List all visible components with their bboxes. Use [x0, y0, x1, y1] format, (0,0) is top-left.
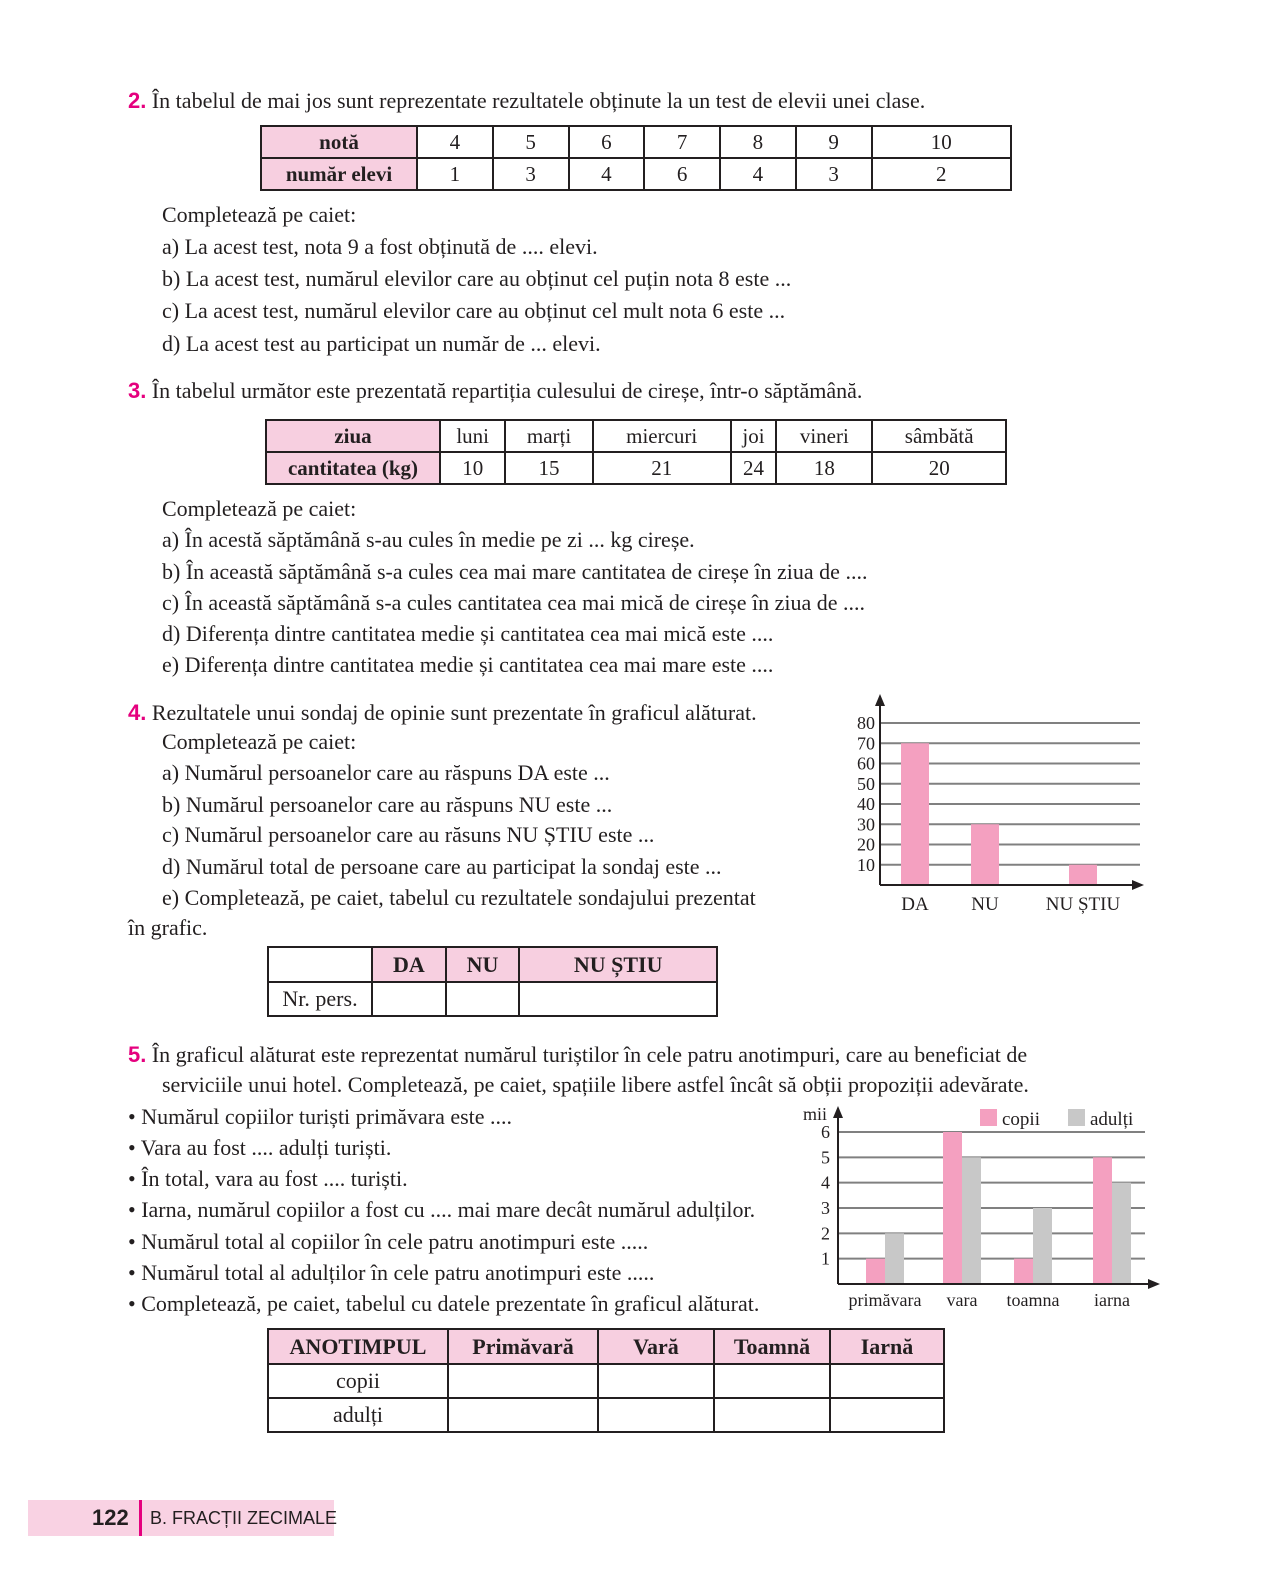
y-tick-label: 20: [857, 834, 875, 855]
table-cell: 4: [417, 126, 493, 158]
exercise-item: c) Numărul persoanelor care au răsuns NU ȘTIU este ...: [162, 822, 655, 847]
y-tick-label: 80: [857, 713, 875, 733]
exercise-item: a) La acest test, nota 9 a fost obținută de .... elevi.: [162, 234, 598, 259]
table-cell: 20: [872, 452, 1006, 484]
exercise-number: 5.: [128, 1042, 147, 1067]
table-cell: 3: [796, 158, 872, 190]
exercise-item: c) La acest test, numărul elevilor care au obținut cel mult nota 6 este ...: [162, 298, 786, 323]
bar: [943, 1132, 962, 1284]
exercise-item: a) Numărul persoanelor care au răspuns DA este ...: [162, 760, 610, 785]
legend-swatch-adulti: [1068, 1109, 1085, 1126]
tourists-chart: [800, 1100, 1170, 1315]
grades-table: [260, 125, 1012, 191]
x-tick-label: toamna: [1006, 1290, 1060, 1310]
exercise-item: e) Completează, pe caiet, tabelul cu rezultatele sondajului prezentat: [162, 885, 756, 910]
y-tick-label: 5: [821, 1147, 830, 1168]
cherries-table: [265, 419, 1007, 485]
y-tick-label: 3: [821, 1198, 830, 1218]
table-cell-empty: [519, 982, 717, 1016]
bullet-item: • Numărul total al copiilor în cele patru anotimpuri este .....: [128, 1229, 649, 1254]
exercise-item: c) În această săptămână s-a cules cantitatea cea mai mică de cireșe în ziua de ....: [162, 590, 866, 615]
exercise-5-intro: [128, 1042, 1027, 1068]
table-cell: 5: [493, 126, 569, 158]
y-axis-unit-label: mii: [803, 1104, 828, 1124]
table-header: Toamnă: [714, 1329, 830, 1364]
exercise-prompt: Completează pe caiet:: [162, 496, 357, 521]
table-header: Primăvară: [448, 1329, 598, 1364]
exercise-item-continued: în grafic.: [128, 915, 208, 940]
x-tick-label: vara: [946, 1290, 978, 1310]
bullet-item: • Numărul copiilor turiști primăvara este ....: [128, 1104, 513, 1129]
exercise-text: În graficul alăturat este reprezentat numărul turiștilor în cele patru anotimpuri, care au beneficiat de: [151, 1042, 1028, 1067]
exercise-text-continued: serviciile unui hotel. Completează, pe caiet, spațiile libere astfel încât să obții propoziții adevărate.: [162, 1072, 1029, 1097]
x-tick-label: primăvara: [848, 1290, 922, 1310]
table-cell: luni: [440, 420, 505, 452]
exercise-item: b) La acest test, numărul elevilor care au obținut cel puțin nota 8 este ...: [162, 266, 792, 291]
legend-label-adulti: adulți: [1090, 1109, 1134, 1130]
legend-label-copii: copii: [1002, 1109, 1040, 1130]
y-tick-label: 40: [857, 794, 875, 814]
bullet-item: • Vara au fost .... adulți turiști.: [128, 1135, 392, 1160]
x-tick-label: NU: [971, 894, 999, 915]
page-number: 122: [92, 1505, 129, 1530]
poll-chart: [840, 690, 1150, 915]
table-cell-empty: [448, 1364, 598, 1398]
y-tick-label: 4: [821, 1172, 830, 1193]
x-tick-label: NU ȘTIU: [1045, 894, 1121, 915]
x-axis-arrow: [1132, 880, 1144, 890]
table-cell: 6: [644, 158, 720, 190]
bar: [1069, 865, 1097, 885]
bar: [971, 824, 999, 885]
exercise-text: În tabelul următor este prezentată repartiția culesului de cireșe, într-o săptămână.: [151, 378, 863, 403]
exercise-item: e) Diferența dintre cantitatea medie și cantitatea cea mai mare este ....: [162, 652, 774, 677]
bullet-item: • În total, vara au fost .... turiști.: [128, 1166, 408, 1191]
table-row-header: cantitatea (kg): [266, 452, 440, 484]
bar: [1093, 1157, 1112, 1284]
x-tick-label: DA: [901, 894, 929, 915]
table-cell: 4: [569, 158, 645, 190]
bullet-item: • Completează, pe caiet, tabelul cu datele prezentate în graficul alăturat.: [128, 1291, 760, 1316]
bullet-item: • Numărul total al adulților în cele patru anotimpuri este .....: [128, 1260, 655, 1285]
table-cell: 4: [720, 158, 796, 190]
exercise-prompt: Completează pe caiet:: [162, 729, 357, 754]
table-cell: 3: [493, 158, 569, 190]
bar: [1014, 1259, 1033, 1284]
y-tick-label: 10: [857, 854, 875, 875]
exercise-2-intro: [128, 88, 925, 114]
exercise-number: 4.: [128, 700, 147, 725]
exercise-number: 2.: [128, 88, 147, 113]
footer-divider: [139, 1500, 142, 1536]
exercise-item: a) În acestă săptămână s-au cules în medie pe zi ... kg cireșe.: [162, 527, 695, 552]
bar: [885, 1233, 904, 1284]
table-row-label: adulți: [268, 1398, 448, 1432]
bullet-item: • Iarna, numărul copiilor a fost cu .... mai mare decât numărul adulților.: [128, 1197, 756, 1222]
x-tick-label: iarna: [1094, 1290, 1130, 1310]
table-cell: marți: [505, 420, 592, 452]
table-header: Vară: [598, 1329, 714, 1364]
bar: [1033, 1208, 1052, 1284]
exercise-item: d) La acest test au participat un număr de ... elevi.: [162, 331, 601, 356]
exercise-4-intro: [128, 700, 757, 726]
table-row-label: copii: [268, 1364, 448, 1398]
y-tick-label: 30: [857, 814, 875, 835]
table-cell: 15: [505, 452, 592, 484]
table-cell-empty: [714, 1364, 830, 1398]
exercise-prompt: Completează pe caiet:: [162, 202, 357, 227]
table-cell: 18: [776, 452, 872, 484]
y-tick-label: 60: [857, 753, 875, 774]
exercise-item: d) Diferența dintre cantitatea medie și cantitatea cea mai mică este ....: [162, 621, 774, 646]
table-header: ANOTIMPUL: [268, 1329, 448, 1364]
table-cell-empty: [714, 1398, 830, 1432]
table-cell-empty: [448, 1398, 598, 1432]
table-row-header: număr elevi: [261, 158, 417, 190]
y-tick-label: 70: [857, 733, 875, 754]
table-cell: 6: [569, 126, 645, 158]
table-cell-empty: [598, 1364, 714, 1398]
y-tick-label: 6: [821, 1122, 830, 1142]
table-cell: 7: [644, 126, 720, 158]
bar: [1112, 1183, 1131, 1284]
table-cell: joi: [731, 420, 777, 452]
table-cell-empty: [830, 1364, 944, 1398]
seasons-table: [267, 1328, 945, 1433]
table-cell: 2: [872, 158, 1012, 190]
poll-results-table: [267, 946, 718, 1017]
y-axis-arrow: [833, 1106, 843, 1118]
y-axis-arrow: [875, 694, 885, 706]
y-tick-label: 1: [821, 1248, 830, 1269]
table-cell: 9: [796, 126, 872, 158]
table-row-header: notă: [261, 126, 417, 158]
exercise-number: 3.: [128, 378, 147, 403]
bar: [962, 1157, 981, 1284]
table-header: NU ȘTIU: [519, 947, 717, 982]
y-tick-label: 50: [857, 773, 875, 794]
exercise-item: b) Numărul persoanelor care au răspuns NU este ...: [162, 792, 613, 817]
table-row-header: ziua: [266, 420, 440, 452]
y-tick-label: 2: [821, 1223, 830, 1244]
table-cell: sâmbătă: [872, 420, 1006, 452]
chapter-title: B. FRACȚII ZECIMALE: [150, 1508, 338, 1528]
exercise-3-intro: [128, 378, 862, 404]
legend-swatch-copii: [980, 1109, 997, 1126]
table-cell: 8: [720, 126, 796, 158]
table-cell-empty: [372, 982, 446, 1016]
table-cell: vineri: [776, 420, 872, 452]
bar: [866, 1259, 885, 1284]
x-axis-arrow: [1148, 1279, 1160, 1289]
table-cell-empty: [446, 982, 520, 1016]
table-cell: 10: [440, 452, 505, 484]
table-cell-empty: [830, 1398, 944, 1432]
exercise-item: b) În această săptămână s-a cules cea mai mare cantitatea de cireșe în ziua de ....: [162, 559, 868, 584]
table-cell: 1: [417, 158, 493, 190]
table-cell-empty: [598, 1398, 714, 1432]
table-cell: 21: [593, 452, 731, 484]
exercise-text: În tabelul de mai jos sunt reprezentate rezultatele obținute la un test de elevii unei clase.: [151, 88, 926, 113]
table-header: DA: [372, 947, 446, 982]
exercise-text: Rezultatele unui sondaj de opinie sunt prezentate în graficul alăturat.: [151, 700, 757, 725]
table-header: Iarnă: [830, 1329, 944, 1364]
table-row-label: Nr. pers.: [268, 982, 372, 1016]
table-cell: 10: [872, 126, 1012, 158]
table-cell: 24: [731, 452, 777, 484]
exercise-item: d) Numărul total de persoane care au participat la sondaj este ...: [162, 854, 722, 879]
table-cell: miercuri: [593, 420, 731, 452]
bar: [901, 743, 929, 885]
table-header: NU: [446, 947, 520, 982]
table-corner-cell: [268, 947, 372, 982]
